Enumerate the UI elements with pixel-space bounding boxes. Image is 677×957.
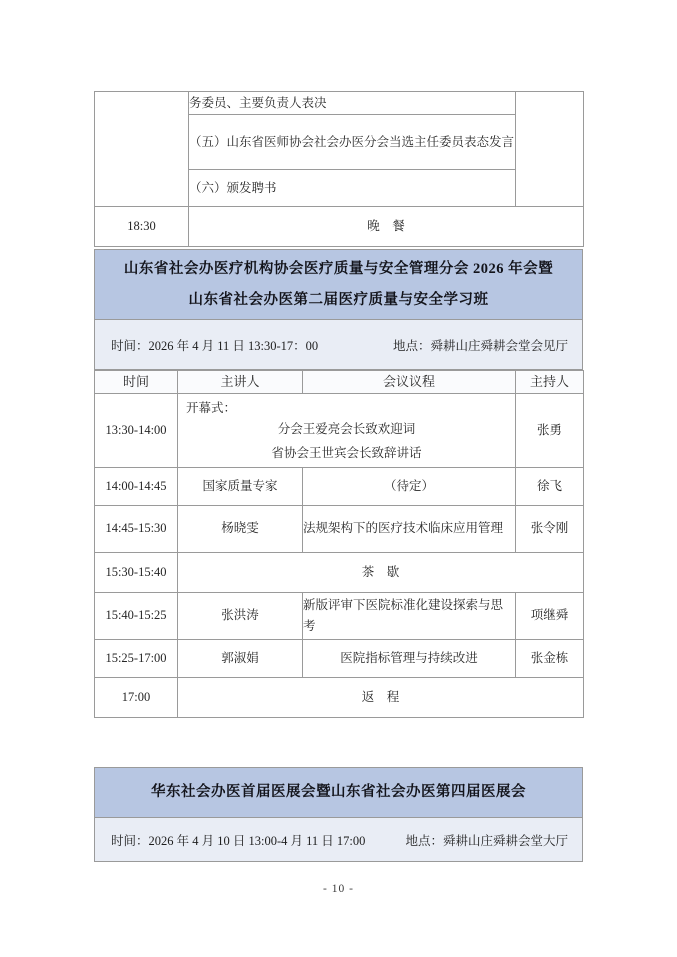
return-label: 返 程: [178, 677, 584, 717]
continued-schedule-table: [94, 91, 584, 247]
session-host: 项继舜: [516, 592, 584, 639]
opening-ceremony-line-1: 分会王爱亮会长致欢迎词: [277, 421, 416, 436]
column-header-host: 主持人: [516, 371, 584, 394]
session-topic: 新版评审下医院标准化建设探索与思考: [303, 592, 516, 639]
session-speaker: 张洪涛: [178, 592, 303, 639]
session-time: 14:00-14:45: [95, 467, 178, 505]
top-host-cell-empty: [516, 92, 584, 207]
session-time: 15:25-17:00: [95, 639, 178, 677]
table-row: [95, 92, 584, 115]
session-topic: 法规架构下的医疗技术临床应用管理: [303, 505, 516, 552]
session-host: 徐飞: [516, 467, 584, 505]
opening-ceremony-title: 开幕式：: [186, 401, 237, 415]
meeting-title-line-2: 山东省社会办医第二届医疗质量与安全学习班: [188, 291, 489, 308]
session-speaker: 杨晓雯: [178, 505, 303, 552]
agenda-item-text: （六）颁发聘书: [189, 170, 516, 207]
page-number: - 10 -: [323, 883, 354, 895]
expo-time-label: 时间：2026 年 4 月 10 日 13:00-4 月 11 日 17:00: [111, 833, 366, 848]
meeting-time-label: 时间：2026 年 4 月 11 日 13:30-17：00: [111, 338, 319, 353]
agenda-table: [94, 370, 584, 718]
dinner-label: 晚 餐: [189, 207, 584, 247]
table-row-break: [95, 552, 584, 592]
session-host: 张勇: [516, 394, 584, 468]
opening-ceremony-cell: [178, 394, 516, 468]
expo-title-line-1: 华东社会办医首届医展会暨山东省社会办医第四届医展会: [151, 784, 526, 801]
break-time: 15:30-15:40: [95, 552, 178, 592]
dinner-time: 18:30: [95, 207, 189, 247]
session-speaker: 国家质量专家: [178, 467, 303, 505]
table-row: [95, 394, 584, 468]
meeting-title-banner: [94, 249, 583, 320]
agenda-item-text: （五）山东省医师协会社会办医分会当选主任委员表态发言: [189, 115, 516, 170]
session-speaker: 郭淑娟: [178, 639, 303, 677]
session-topic: （待定）: [303, 467, 516, 505]
break-label: 茶 歇: [178, 552, 584, 592]
top-time-cell-empty: [95, 92, 189, 207]
agenda-table-header-row: [95, 371, 584, 394]
expo-time-place-bar: [94, 818, 583, 862]
column-header-speaker: 主讲人: [178, 371, 303, 394]
return-time: 17:00: [95, 677, 178, 717]
session-host: 张金栋: [516, 639, 584, 677]
session-time: 14:45-15:30: [95, 505, 178, 552]
session-topic: 医院指标管理与持续改进: [303, 639, 516, 677]
table-row: [95, 467, 584, 505]
column-header-topic: 会议议程: [303, 371, 516, 394]
expo-place-label: 地点：舜耕山庄舜耕会堂大厅: [405, 833, 568, 848]
session-time: 15:40-15:25: [95, 592, 178, 639]
opening-ceremony-line-2: 省协会王世宾会长致辞讲话: [271, 445, 422, 460]
table-row-return: [95, 677, 584, 717]
expo-title-banner: [94, 767, 583, 818]
meeting-title-line-1: 山东省社会办医疗机构协会医疗质量与安全管理分会 2026 年会暨: [123, 260, 554, 277]
meeting-time-place-bar: [94, 320, 583, 370]
session-host: 张令刚: [516, 505, 584, 552]
session-time: 13:30-14:00: [95, 394, 178, 468]
table-row: [95, 639, 584, 677]
meeting-place-label: 地点：舜耕山庄舜耕会堂会见厅: [392, 338, 568, 353]
table-row: [95, 592, 584, 639]
agenda-item-text: 务委员、主要负责人表决: [189, 92, 516, 115]
column-header-time: 时间: [95, 371, 178, 394]
table-row-dinner: [95, 207, 584, 247]
table-row: [95, 505, 584, 552]
